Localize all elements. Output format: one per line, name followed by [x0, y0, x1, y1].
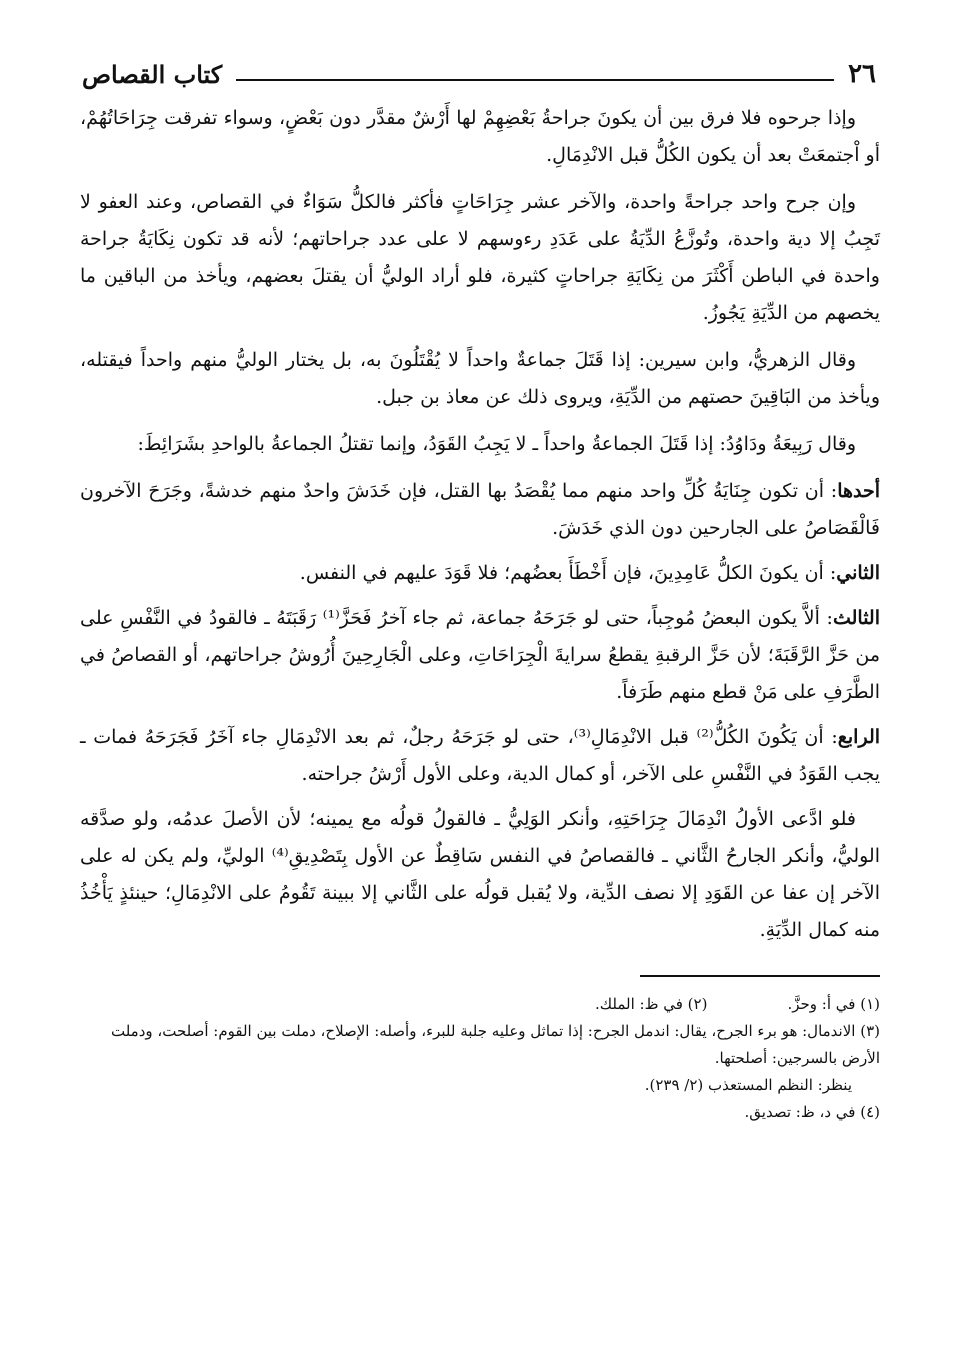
footnotes: [80, 991, 880, 1126]
paragraph: وقال رَبِيعَةُ ودَاوُدُ: إذا قَتَلَ الجماعةُ واحداً ـ لا يَجِبُ القَوَدُ، وإنما تقتلُ الجماعةُ بالواحدِ بشَرَائِطَ:: [137, 433, 856, 455]
footnote-row: [80, 991, 880, 1018]
page-header: [80, 52, 880, 96]
page-number: ٢٦: [848, 59, 876, 89]
footnote-3: (٣) الاندمال: هو برء الجرح، يقال: اندمل الجرح: إذا تماثل وعليه جلبة للبرء، وأصله: الإصلاح، دملت بين القوم: أصلحت، ودملت الأرض بالسرجين: أصلحتها.: [110, 1022, 880, 1067]
main-text: [80, 100, 880, 949]
header-rule: [236, 79, 834, 81]
closing-paragraph: فلو ادَّعى الأولُ انْدِمَالَ جِرَاحَتِهِ، وأنكر الوَلِيُّ ـ فالقولُ قولُه مع يمينه؛ لأن الأصلَ عدمُه، ولو صدَّقه الوليُّ، وأنكر الجارحُ الثَّاني ـ فالقصاصُ في النفس سَاقِطٌ عن الأول بِتَصْدِيقِ⁽⁴⁾ الوليِّ، ولم يكن له على الآخر إن عفا عن القَوَدِ إلا نصف الدِّية، ولا يُقبل قولُه على الثَّاني إلا ببينة تَقُومُ على الانْدِمَالِ؛ حينئذٍ يَأْخُذُ منه كمال الدِّيَةِ.: [80, 808, 880, 941]
condition-text: : ألاَّ يكون البعضُ مُوجِباً، حتى لو جَرَحَهُ جماعة، ثم جاء آخرُ فَحَزَّ⁽¹⁾ رَقَبَتَهُ ـ فالقودُ في النَّفْسِ على من حَزَّ الرَّقَبَةَ؛ لأن حَزَّ الرقبةِ يقطعُ سرايةَ الْجِرَاحَاتِ، وعلى الْجَارِحِينَ أُرُوشُ جراحاتهم، أو القصاصُ في الطَّرَفِ على مَنْ قطع منهم طَرَفاً.: [80, 607, 880, 703]
condition-text: : أن تكون جِنَايَةُ كُلِّ واحد منهم مما يُقْصَدُ بها القتل، فإن خَدَشَ واحدٌ منهم خدشةً، وجَرَحَ الآخرون فَالْقَصَاصُ على الجارحين دون الذي خَدَشَ.: [80, 480, 880, 539]
footnote-2: (٢) في ظ: الملك.: [594, 995, 708, 1013]
condition-label: أحدها: [837, 480, 880, 502]
condition-text: : أن يكونَ الكلُّ عَامِدِينَ، فإن أَخْطَأَ بعضُهم؛ فلا قَوَدَ عليهم في النفس.: [299, 562, 837, 584]
condition-fourth: [80, 719, 880, 793]
condition-third: [80, 600, 880, 711]
condition-label: الثاني: [836, 562, 880, 584]
paragraph: وإذا جرحوه فلا فرق بين أن يكونَ جراحةُ بَعْضِهِمْ لها أَرْشٌ مقدَّر دون بَعْضٍ، وسواء تفرقت جِرَاحَاتُهُمْ، أو اْجتمعَتْ بعد أن يكون الكُلُّ قبل الانْدِمَالِ.: [80, 107, 880, 166]
condition-text: : أن يَكُونَ الكُلُّ⁽²⁾ قبل الانْدِمَالِ⁽³⁾، حتى لو جَرَحَهُ رجلٌ، ثم بعد الانْدِمَالِ جاء آخَرُ فَجَرَحَهُ فمات ـ يجب القَوَدُ في النَّفْسِ على الآخر، أو كمال الدية، وعلى الأول أَرْشُ جراحته.: [80, 726, 880, 785]
paragraph: وقال الزهريُّ، وابن سيرين: إذا قَتَلَ جماعةٌ واحداً لا يُقْتَلُونَ به، بل يختار الوليُّ منهم واحداً فيقتله، ويأخذ من البَاقِينَ حصتهم من الدِّيَةِ، ويروى ذلك عن معاذ بن جبل.: [80, 349, 880, 408]
condition-label: الثالث: [832, 607, 880, 629]
condition-label: الرابع: [837, 726, 881, 748]
footnote-4: (٤) في د، ظ: تصديق.: [744, 1103, 880, 1121]
condition-second: [80, 555, 880, 592]
document-page: [80, 52, 880, 1342]
footnote-3-reference: ينظر: النظم المستعذب (٢/ ٢٣٩).: [644, 1076, 852, 1094]
footnote-rule: [640, 975, 880, 977]
footnote-1: (١) في أ: وحزَّ.: [787, 995, 880, 1013]
book-title: كتاب القصاص: [82, 59, 223, 89]
paragraph: وإن جرح واحد جراحةً واحدة، والآخر عشر جِرَاحَاتٍ فأكثر فالكلُّ سَوَاءٌ في القصاص، وعند العفو لا تَجِبُ إلا دية واحدة، وتُوزَّعُ الدِّيَةُ على عَدَدِ رءوسهم لا على عدد جراحاتهم؛ لأنه قد تكون نِكَايَةُ جراحة واحدة في الباطن أَكْثَرَ من نِكَايَةِ جراحاتٍ كثيرة، فلو أراد الوليُّ أن يقتلَ بعضهم، ويأخذ من الباقين ما يخصهم من الدِّيَةِ يَجُوزُ.: [80, 191, 880, 324]
condition-first: [80, 473, 880, 547]
